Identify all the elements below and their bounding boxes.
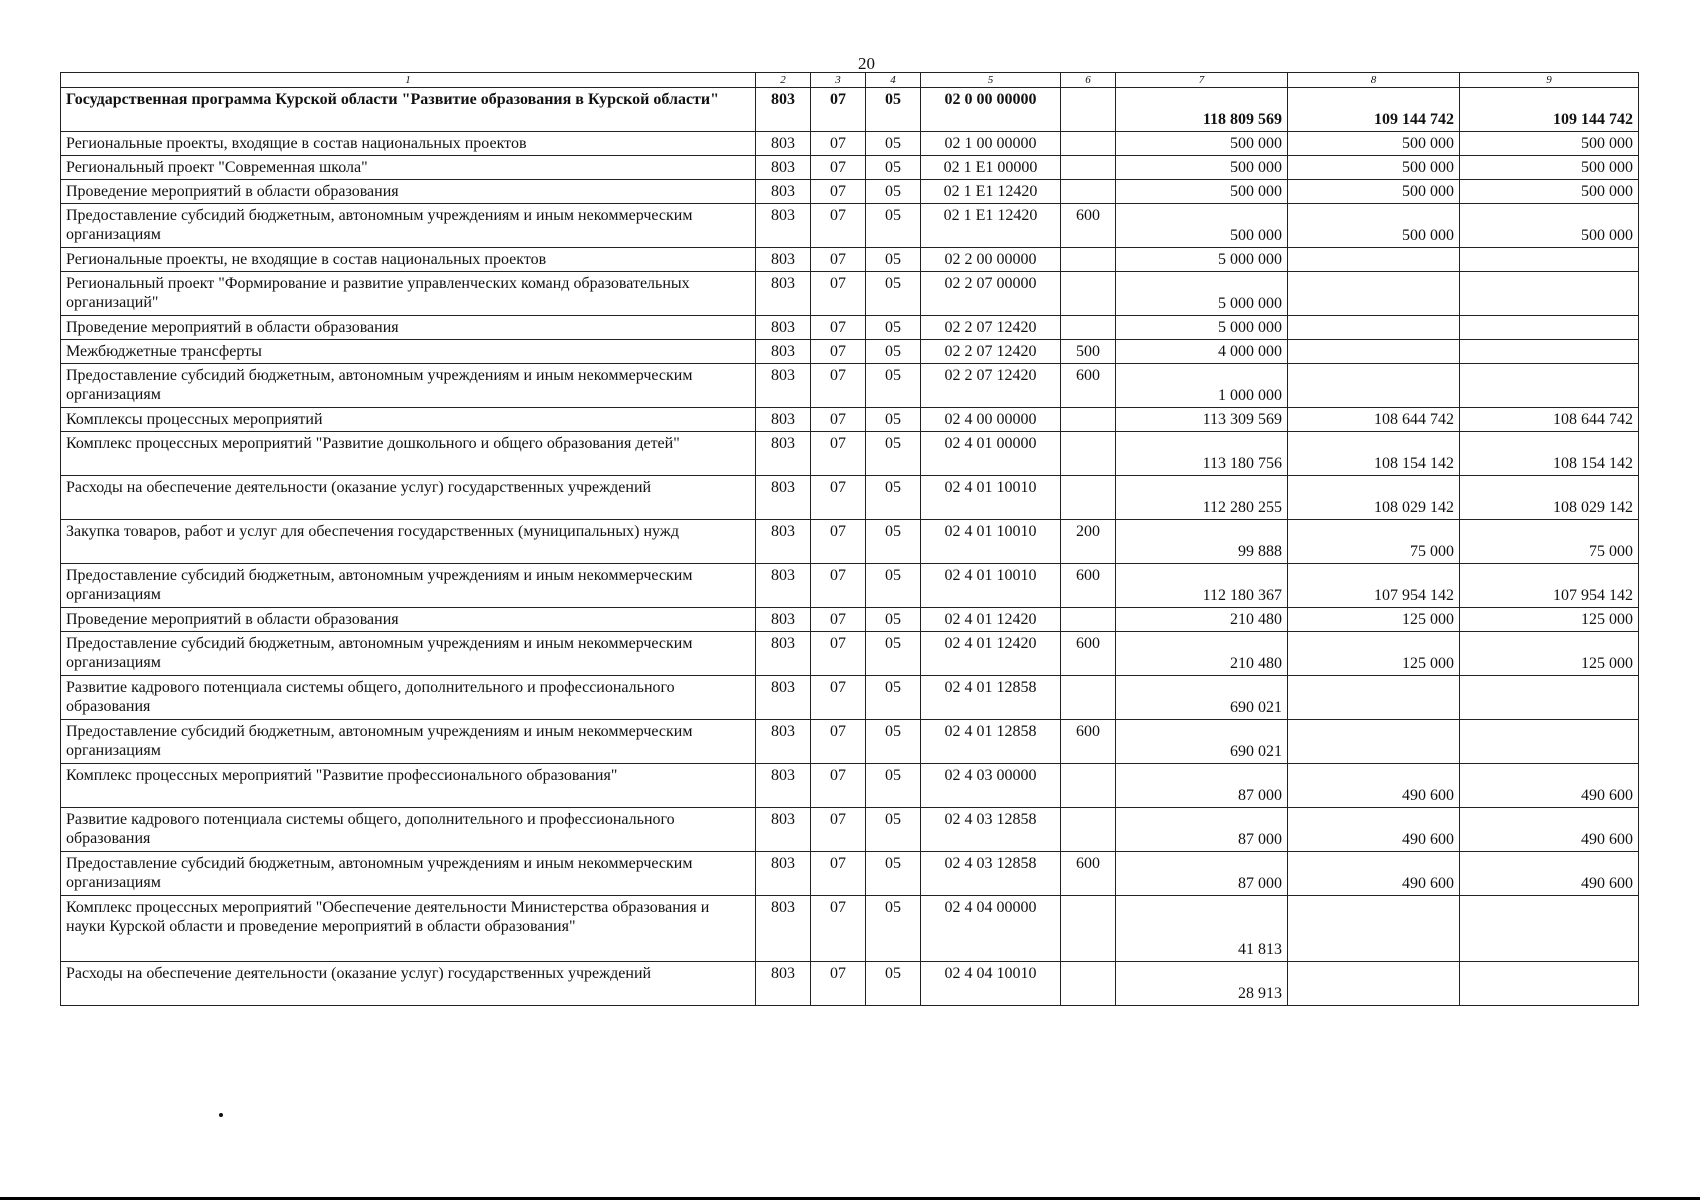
amount-col9-cell	[1460, 340, 1639, 364]
section-code-cell: 803	[756, 272, 811, 316]
chapter-code-cell: 07	[811, 852, 866, 896]
table-row	[61, 720, 1639, 764]
amount-col8-cell	[1288, 720, 1460, 764]
amount-col9-cell	[1460, 248, 1639, 272]
row-name-cell: Предоставление субсидий бюджетным, автономным учреждениям и иным некоммерческим организациям	[61, 204, 756, 248]
expense-type-cell	[1061, 132, 1116, 156]
table-row	[61, 316, 1639, 340]
column-number: 5	[921, 73, 1061, 88]
page-number: 20	[858, 54, 875, 73]
budget-table	[60, 72, 1639, 1006]
section-code-cell: 803	[756, 520, 811, 564]
target-article-cell: 02 4 03 12858	[921, 808, 1061, 852]
row-name-cell: Проведение мероприятий в области образования	[61, 608, 756, 632]
subsection-code-cell: 05	[866, 476, 921, 520]
row-name-cell: Региональный проект "Формирование и развитие управленческих команд образовательных организаций"	[61, 272, 756, 316]
amount-col9-cell: 490 600	[1460, 852, 1639, 896]
expense-type-cell	[1061, 248, 1116, 272]
expense-type-cell: 500	[1061, 340, 1116, 364]
expense-type-cell	[1061, 316, 1116, 340]
row-name-cell: Предоставление субсидий бюджетным, автономным учреждениям и иным некоммерческим организациям	[61, 720, 756, 764]
column-number: 3	[811, 73, 866, 88]
expense-type-cell	[1061, 156, 1116, 180]
row-name-cell: Региональные проекты, не входящие в состав национальных проектов	[61, 248, 756, 272]
amount-col8-cell: 108 644 742	[1288, 408, 1460, 432]
subsection-code-cell: 05	[866, 204, 921, 248]
target-article-cell: 02 4 01 10010	[921, 520, 1061, 564]
expense-type-cell: 600	[1061, 852, 1116, 896]
subsection-code-cell: 05	[866, 852, 921, 896]
row-name-cell: Комплекс процессных мероприятий "Обеспечение деятельности Министерства образования и науки Курской области и проведение мероприятий в области образования"	[61, 896, 756, 962]
table-row	[61, 896, 1639, 962]
amount-col7-cell: 112 280 255	[1116, 476, 1288, 520]
row-name-cell: Комплекс процессных мероприятий "Развитие дошкольного и общего образования детей"	[61, 432, 756, 476]
amount-col7-cell: 5 000 000	[1116, 316, 1288, 340]
target-article-cell: 02 2 00 00000	[921, 248, 1061, 272]
column-number: 9	[1460, 73, 1639, 88]
subsection-code-cell: 05	[866, 564, 921, 608]
subsection-code-cell: 05	[866, 340, 921, 364]
amount-col8-cell: 109 144 742	[1288, 88, 1460, 132]
amount-col7-cell: 500 000	[1116, 132, 1288, 156]
subsection-code-cell: 05	[866, 248, 921, 272]
target-article-cell: 02 4 03 00000	[921, 764, 1061, 808]
subsection-code-cell: 05	[866, 180, 921, 204]
amount-col8-cell: 490 600	[1288, 852, 1460, 896]
amount-col7-cell: 690 021	[1116, 676, 1288, 720]
row-name-cell: Проведение мероприятий в области образования	[61, 180, 756, 204]
amount-col8-cell: 125 000	[1288, 608, 1460, 632]
row-name-cell: Расходы на обеспечение деятельности (оказание услуг) государственных учреждений	[61, 476, 756, 520]
section-code-cell: 803	[756, 88, 811, 132]
chapter-code-cell: 07	[811, 764, 866, 808]
table-row	[61, 340, 1639, 364]
amount-col8-cell: 500 000	[1288, 156, 1460, 180]
amount-col9-cell	[1460, 316, 1639, 340]
expense-type-cell: 600	[1061, 204, 1116, 248]
chapter-code-cell: 07	[811, 408, 866, 432]
chapter-code-cell: 07	[811, 180, 866, 204]
table-row	[61, 132, 1639, 156]
target-article-cell: 02 2 07 00000	[921, 272, 1061, 316]
target-article-cell: 02 4 01 10010	[921, 476, 1061, 520]
row-name-cell: Предоставление субсидий бюджетным, автономным учреждениям и иным некоммерческим организациям	[61, 852, 756, 896]
row-name-cell: Проведение мероприятий в области образования	[61, 316, 756, 340]
row-name-cell: Государственная программа Курской области "Развитие образования в Курской области"	[61, 88, 756, 132]
table-row	[61, 564, 1639, 608]
amount-col8-cell: 500 000	[1288, 204, 1460, 248]
column-number: 6	[1061, 73, 1116, 88]
target-article-cell: 02 4 01 10010	[921, 564, 1061, 608]
column-number: 7	[1116, 73, 1288, 88]
row-name-cell: Предоставление субсидий бюджетным, автономным учреждениям и иным некоммерческим организациям	[61, 364, 756, 408]
section-code-cell: 803	[756, 180, 811, 204]
table-row	[61, 156, 1639, 180]
table-row	[61, 764, 1639, 808]
target-article-cell: 02 4 04 00000	[921, 896, 1061, 962]
expense-type-cell: 200	[1061, 520, 1116, 564]
target-article-cell: 02 1 E1 00000	[921, 156, 1061, 180]
amount-col8-cell	[1288, 340, 1460, 364]
amount-col8-cell: 500 000	[1288, 180, 1460, 204]
amount-col7-cell: 28 913	[1116, 962, 1288, 1006]
subsection-code-cell: 05	[866, 132, 921, 156]
amount-col8-cell	[1288, 248, 1460, 272]
row-name-cell: Закупка товаров, работ и услуг для обеспечения государственных (муниципальных) нужд	[61, 520, 756, 564]
row-name-cell: Межбюджетные трансферты	[61, 340, 756, 364]
subsection-code-cell: 05	[866, 364, 921, 408]
expense-type-cell	[1061, 764, 1116, 808]
table-row	[61, 180, 1639, 204]
amount-col8-cell: 125 000	[1288, 632, 1460, 676]
chapter-code-cell: 07	[811, 896, 866, 962]
amount-col7-cell: 210 480	[1116, 632, 1288, 676]
target-article-cell: 02 4 03 12858	[921, 852, 1061, 896]
amount-col7-cell: 112 180 367	[1116, 564, 1288, 608]
amount-col7-cell: 690 021	[1116, 720, 1288, 764]
subsection-code-cell: 05	[866, 432, 921, 476]
row-name-cell: Предоставление субсидий бюджетным, автономным учреждениям и иным некоммерческим организациям	[61, 564, 756, 608]
subsection-code-cell: 05	[866, 764, 921, 808]
target-article-cell: 02 1 E1 12420	[921, 204, 1061, 248]
section-code-cell: 803	[756, 132, 811, 156]
table-body	[61, 88, 1639, 1006]
amount-col9-cell: 500 000	[1460, 132, 1639, 156]
amount-col9-cell: 500 000	[1460, 204, 1639, 248]
column-number: 2	[756, 73, 811, 88]
amount-col9-cell: 108 644 742	[1460, 408, 1639, 432]
amount-col8-cell	[1288, 364, 1460, 408]
expense-type-cell: 600	[1061, 632, 1116, 676]
expense-type-cell	[1061, 432, 1116, 476]
row-name-cell: Комплексы процессных мероприятий	[61, 408, 756, 432]
section-code-cell: 803	[756, 896, 811, 962]
expense-type-cell	[1061, 272, 1116, 316]
column-number: 1	[61, 73, 756, 88]
amount-col9-cell: 500 000	[1460, 156, 1639, 180]
table-row	[61, 676, 1639, 720]
section-code-cell: 803	[756, 720, 811, 764]
chapter-code-cell: 07	[811, 204, 866, 248]
chapter-code-cell: 07	[811, 156, 866, 180]
section-code-cell: 803	[756, 962, 811, 1006]
table-row	[61, 432, 1639, 476]
scan-dot	[219, 1113, 223, 1117]
subsection-code-cell: 05	[866, 808, 921, 852]
amount-col7-cell: 4 000 000	[1116, 340, 1288, 364]
expense-type-cell: 600	[1061, 364, 1116, 408]
amount-col7-cell: 99 888	[1116, 520, 1288, 564]
chapter-code-cell: 07	[811, 248, 866, 272]
amount-col7-cell: 500 000	[1116, 180, 1288, 204]
section-code-cell: 803	[756, 608, 811, 632]
amount-col9-cell	[1460, 364, 1639, 408]
chapter-code-cell: 07	[811, 340, 866, 364]
subsection-code-cell: 05	[866, 720, 921, 764]
amount-col8-cell: 107 954 142	[1288, 564, 1460, 608]
table-row	[61, 852, 1639, 896]
amount-col8-cell	[1288, 272, 1460, 316]
subsection-code-cell: 05	[866, 608, 921, 632]
target-article-cell: 02 4 00 00000	[921, 408, 1061, 432]
chapter-code-cell: 07	[811, 476, 866, 520]
amount-col8-cell: 108 029 142	[1288, 476, 1460, 520]
target-article-cell: 02 2 07 12420	[921, 340, 1061, 364]
target-article-cell: 02 4 01 12858	[921, 676, 1061, 720]
target-article-cell: 02 4 01 12858	[921, 720, 1061, 764]
expense-type-cell: 600	[1061, 564, 1116, 608]
section-code-cell: 803	[756, 808, 811, 852]
section-code-cell: 803	[756, 248, 811, 272]
amount-col9-cell: 107 954 142	[1460, 564, 1639, 608]
expense-type-cell	[1061, 88, 1116, 132]
amount-col9-cell: 490 600	[1460, 808, 1639, 852]
row-name-cell: Региональные проекты, входящие в состав национальных проектов	[61, 132, 756, 156]
chapter-code-cell: 07	[811, 272, 866, 316]
expense-type-cell	[1061, 608, 1116, 632]
column-number: 4	[866, 73, 921, 88]
subsection-code-cell: 05	[866, 520, 921, 564]
target-article-cell: 02 1 E1 12420	[921, 180, 1061, 204]
chapter-code-cell: 07	[811, 316, 866, 340]
chapter-code-cell: 07	[811, 132, 866, 156]
amount-col9-cell: 490 600	[1460, 764, 1639, 808]
amount-col9-cell	[1460, 272, 1639, 316]
amount-col7-cell: 1 000 000	[1116, 364, 1288, 408]
target-article-cell: 02 2 07 12420	[921, 364, 1061, 408]
chapter-code-cell: 07	[811, 808, 866, 852]
table-row	[61, 88, 1639, 132]
amount-col8-cell: 108 154 142	[1288, 432, 1460, 476]
chapter-code-cell: 07	[811, 608, 866, 632]
table-row	[61, 520, 1639, 564]
section-code-cell: 803	[756, 340, 811, 364]
chapter-code-cell: 07	[811, 720, 866, 764]
table-row	[61, 364, 1639, 408]
target-article-cell: 02 4 01 12420	[921, 632, 1061, 676]
subsection-code-cell: 05	[866, 632, 921, 676]
target-article-cell: 02 1 00 00000	[921, 132, 1061, 156]
row-name-cell: Расходы на обеспечение деятельности (оказание услуг) государственных учреждений	[61, 962, 756, 1006]
expense-type-cell	[1061, 180, 1116, 204]
table-row	[61, 808, 1639, 852]
expense-type-cell	[1061, 408, 1116, 432]
amount-col9-cell: 500 000	[1460, 180, 1639, 204]
expense-type-cell	[1061, 896, 1116, 962]
section-code-cell: 803	[756, 476, 811, 520]
chapter-code-cell: 07	[811, 364, 866, 408]
section-code-cell: 803	[756, 676, 811, 720]
amount-col8-cell	[1288, 896, 1460, 962]
amount-col8-cell: 490 600	[1288, 764, 1460, 808]
row-name-cell: Региональный проект "Современная школа"	[61, 156, 756, 180]
subsection-code-cell: 05	[866, 88, 921, 132]
section-code-cell: 803	[756, 364, 811, 408]
table-row	[61, 408, 1639, 432]
amount-col9-cell: 108 029 142	[1460, 476, 1639, 520]
amount-col9-cell	[1460, 720, 1639, 764]
expense-type-cell: 600	[1061, 720, 1116, 764]
section-code-cell: 803	[756, 316, 811, 340]
section-code-cell: 803	[756, 632, 811, 676]
chapter-code-cell: 07	[811, 564, 866, 608]
amount-col9-cell: 109 144 742	[1460, 88, 1639, 132]
amount-col9-cell: 108 154 142	[1460, 432, 1639, 476]
amount-col9-cell: 125 000	[1460, 608, 1639, 632]
section-code-cell: 803	[756, 564, 811, 608]
subsection-code-cell: 05	[866, 896, 921, 962]
row-name-cell: Предоставление субсидий бюджетным, автономным учреждениям и иным некоммерческим организациям	[61, 632, 756, 676]
chapter-code-cell: 07	[811, 676, 866, 720]
amount-col8-cell	[1288, 676, 1460, 720]
section-code-cell: 803	[756, 764, 811, 808]
chapter-code-cell: 07	[811, 962, 866, 1006]
amount-col7-cell: 87 000	[1116, 852, 1288, 896]
row-name-cell: Развитие кадрового потенциала системы общего, дополнительного и профессионального образования	[61, 808, 756, 852]
amount-col7-cell: 500 000	[1116, 204, 1288, 248]
table-row	[61, 608, 1639, 632]
chapter-code-cell: 07	[811, 520, 866, 564]
amount-col8-cell	[1288, 962, 1460, 1006]
amount-col7-cell: 5 000 000	[1116, 248, 1288, 272]
subsection-code-cell: 05	[866, 676, 921, 720]
column-number: 8	[1288, 73, 1460, 88]
amount-col7-cell: 87 000	[1116, 808, 1288, 852]
table-row	[61, 632, 1639, 676]
row-name-cell: Комплекс процессных мероприятий "Развитие профессионального образования"	[61, 764, 756, 808]
target-article-cell: 02 4 04 10010	[921, 962, 1061, 1006]
chapter-code-cell: 07	[811, 632, 866, 676]
amount-col8-cell: 500 000	[1288, 132, 1460, 156]
table-row	[61, 204, 1639, 248]
table-row	[61, 248, 1639, 272]
section-code-cell: 803	[756, 852, 811, 896]
amount-col8-cell: 75 000	[1288, 520, 1460, 564]
amount-col7-cell: 113 309 569	[1116, 408, 1288, 432]
column-number-row	[61, 73, 1639, 88]
amount-col9-cell	[1460, 962, 1639, 1006]
table-row	[61, 272, 1639, 316]
amount-col8-cell: 490 600	[1288, 808, 1460, 852]
amount-col9-cell	[1460, 896, 1639, 962]
amount-col7-cell: 113 180 756	[1116, 432, 1288, 476]
amount-col9-cell: 75 000	[1460, 520, 1639, 564]
expense-type-cell	[1061, 808, 1116, 852]
section-code-cell: 803	[756, 204, 811, 248]
amount-col7-cell: 41 813	[1116, 896, 1288, 962]
amount-col9-cell	[1460, 676, 1639, 720]
amount-col7-cell: 500 000	[1116, 156, 1288, 180]
amount-col7-cell: 87 000	[1116, 764, 1288, 808]
amount-col7-cell: 210 480	[1116, 608, 1288, 632]
subsection-code-cell: 05	[866, 272, 921, 316]
expense-type-cell	[1061, 476, 1116, 520]
subsection-code-cell: 05	[866, 156, 921, 180]
subsection-code-cell: 05	[866, 316, 921, 340]
target-article-cell: 02 2 07 12420	[921, 316, 1061, 340]
amount-col9-cell: 125 000	[1460, 632, 1639, 676]
section-code-cell: 803	[756, 408, 811, 432]
target-article-cell: 02 4 01 12420	[921, 608, 1061, 632]
amount-col8-cell	[1288, 316, 1460, 340]
table-row	[61, 476, 1639, 520]
target-article-cell: 02 4 01 00000	[921, 432, 1061, 476]
chapter-code-cell: 07	[811, 432, 866, 476]
section-code-cell: 803	[756, 432, 811, 476]
amount-col7-cell: 5 000 000	[1116, 272, 1288, 316]
target-article-cell: 02 0 00 00000	[921, 88, 1061, 132]
chapter-code-cell: 07	[811, 88, 866, 132]
amount-col7-cell: 118 809 569	[1116, 88, 1288, 132]
row-name-cell: Развитие кадрового потенциала системы общего, дополнительного и профессионального образования	[61, 676, 756, 720]
section-code-cell: 803	[756, 156, 811, 180]
expense-type-cell	[1061, 962, 1116, 1006]
subsection-code-cell: 05	[866, 962, 921, 1006]
subsection-code-cell: 05	[866, 408, 921, 432]
table-row	[61, 962, 1639, 1006]
expense-type-cell	[1061, 676, 1116, 720]
